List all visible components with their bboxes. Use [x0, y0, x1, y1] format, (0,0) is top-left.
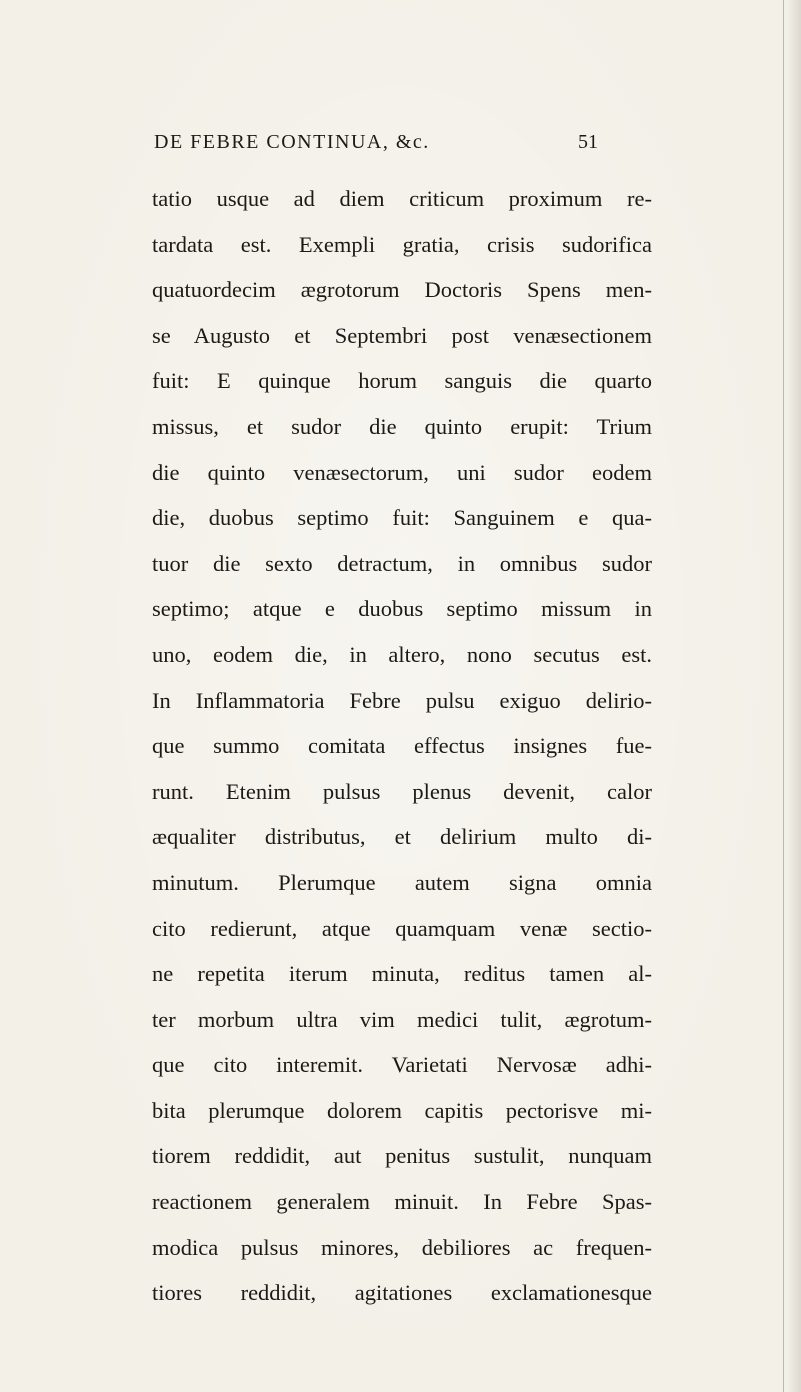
- page-number: 51: [578, 131, 598, 153]
- text-line: die quinto venæsectorum, uni sudor eodem: [152, 459, 652, 485]
- text-line: tuor die sexto detractum, in omnibus sudor: [152, 550, 652, 576]
- text-line: tiores reddidit, agitationes exclamationesque: [152, 1280, 652, 1306]
- page-edge-line: [783, 0, 784, 1392]
- page-edge-shadow: [787, 0, 801, 1392]
- text-line: fuit: E quinque horum sanguis die quarto: [152, 368, 652, 394]
- text-line: tardata est. Exempli gratia, crisis sudorifica: [152, 231, 652, 257]
- text-line: tiorem reddidit, aut penitus sustulit, nunquam: [152, 1143, 652, 1169]
- text-line: se Augusto et Septembri post venæsectionem: [152, 322, 652, 348]
- text-line: minutum. Plerumque autem signa omnia: [152, 869, 652, 895]
- running-header: [154, 131, 598, 163]
- text-line: cito redierunt, atque quamquam venæ sectio-: [152, 915, 652, 941]
- text-line: In Inflammatoria Febre pulsu exiguo delirio-: [152, 687, 652, 713]
- text-line: ter morbum ultra vim medici tulit, ægrotum-: [152, 1006, 652, 1032]
- text-line: die, duobus septimo fuit: Sanguinem e qua-: [152, 505, 652, 531]
- text-line: reactionem generalem minuit. In Febre Spas-: [152, 1189, 652, 1215]
- text-line: bita plerumque dolorem capitis pectorisve mi-: [152, 1097, 652, 1123]
- header-title: DE FEBRE CONTINUA, &c.: [154, 131, 430, 153]
- text-line: quatuordecim ægrotorum Doctoris Spens men-: [152, 277, 652, 303]
- body-text: [152, 176, 652, 1316]
- text-line: ne repetita iterum minuta, reditus tamen al-: [152, 961, 652, 987]
- text-line: tatio usque ad diem criticum proximum re-: [152, 186, 652, 211]
- text-line: que summo comitata effectus insignes fue-: [152, 733, 652, 759]
- text-line: æqualiter distributus, et delirium multo di-: [152, 824, 652, 850]
- text-line: septimo; atque e duobus septimo missum in: [152, 596, 652, 622]
- text-line: que cito interemit. Varietati Nervosæ adhi-: [152, 1052, 652, 1078]
- text-line: runt. Etenim pulsus plenus devenit, calor: [152, 778, 652, 804]
- text-line: uno, eodem die, in altero, nono secutus est.: [152, 641, 652, 667]
- text-line: missus, et sudor die quinto erupit: Trium: [152, 413, 652, 439]
- text-line: modica pulsus minores, debiliores ac frequen-: [152, 1234, 652, 1260]
